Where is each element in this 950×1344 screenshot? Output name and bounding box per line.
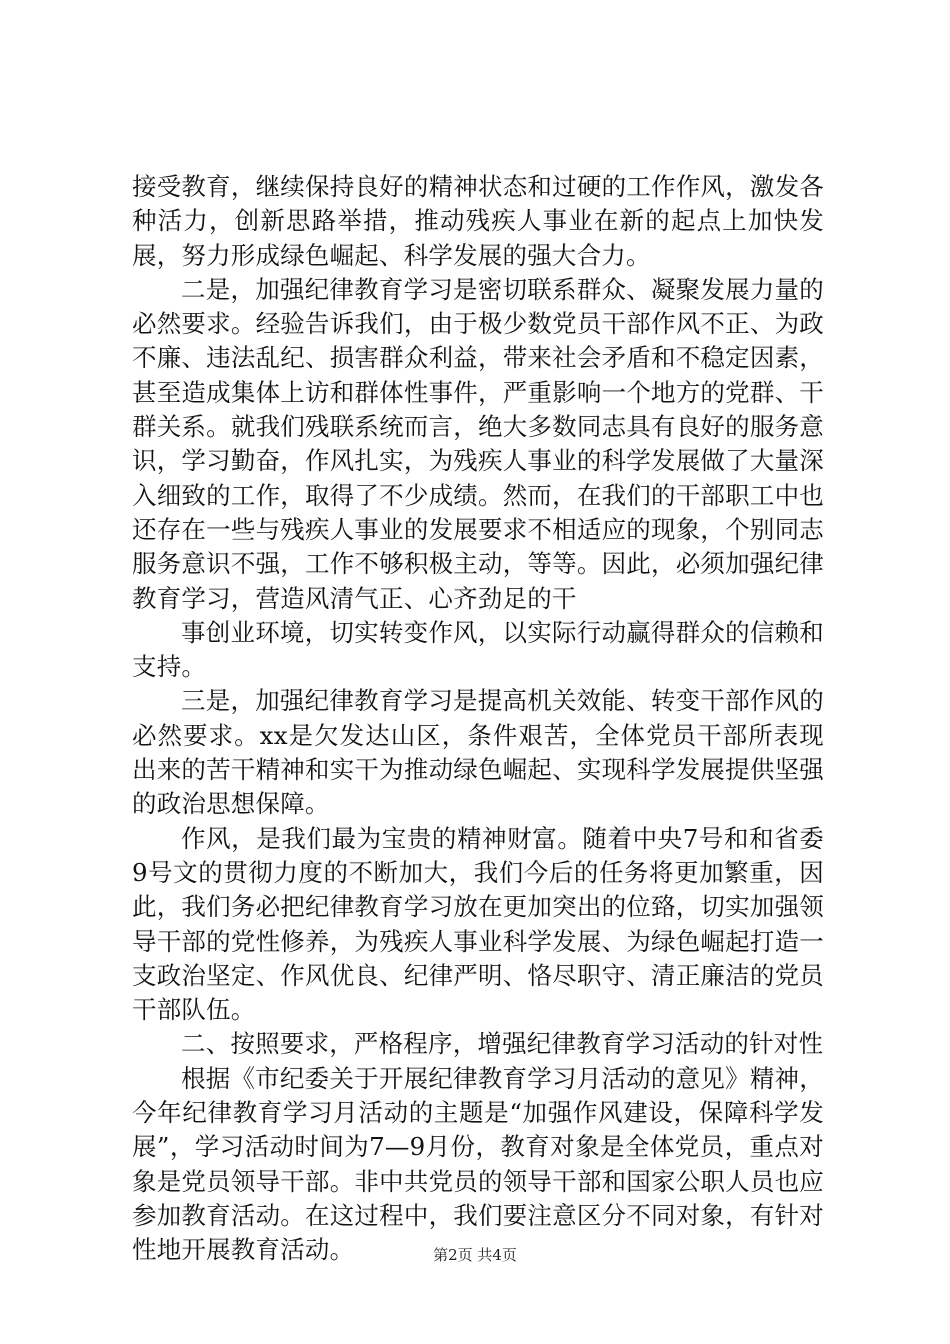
paragraph-3: 事创业环境，切实转变作风，以实际行动赢得群众的信赖和支持。: [132, 617, 824, 682]
document-body: [132, 170, 824, 1268]
paragraph-5: 作风，是我们最为宝贵的精神财富。随着中央7号和和省委9号文的贯彻力度的不断加大，我们今后的任务将更加繁重，因此，我们务必把纪律教育学习放在更加突出的位臵，切实加强领导干部的党性修养，为残疾人事业科学发展、为绿色崛起打造一支政治坚定、作风优良、纪律严明、恪尽职守、清正廉洁的党员干部队伍。: [132, 823, 824, 1025]
paragraph-1: 接受教育，继续保持良好的精神状态和过硬的工作作风，激发各种活力，创新思路举措，推动残疾人事业在新的起点上加快发展，努力形成绿色崛起、科学发展的强大合力。: [132, 172, 824, 270]
page-number-footer: 第2页 共4页: [433, 1246, 517, 1264]
section-heading: 二、按照要求，严格程序，增强纪律教育学习活动的针对性: [181, 1029, 824, 1059]
paragraph-4: 三是，加强纪律教育学习是提高机关效能、转变干部作风的必然要求。xx是欠发达山区，条件艰苦，全体党员干部所表现出来的苦干精神和实干为推动绿色崛起、实现科学发展提供坚强的政治思想保障。: [132, 686, 824, 819]
paragraph-2: 二是，加强纪律教育学习是密切联系群众、凝聚发展力量的必然要求。经验告诉我们，由于极少数党员干部作风不正、为政不廉、违法乱纪、损害群众利益，带来社会矛盾和不稳定因素，甚至造成集体上访和群体性事件，严重影响一个地方的党群、干群关系。就我们残联系统而言，绝大多数同志具有良好的服务意识，学习勤奋，作风扎实，为残疾人事业的科学发展做了大量深入细致的工作，取得了不少成绩。然而，在我们的干部职工中也还存在一些与残疾人事业的发展要求不相适应的现象，个别同志服务意识不强，工作不够积极主动，等等。因此，必须加强纪律教育学习，营造风清气正、心齐劲足的干: [132, 274, 824, 613]
paragraph-7: 根据《市纪委关于开展纪律教育学习月活动的意见》精神，今年纪律教育学习月活动的主题是“加强作风建设，保障科学发展”，学习活动时间为7—9月份，教育对象是全体党员，重点对象是党员领导干部。非中共党员的领导干部和国家公职人员也应参加教育活动。在这过程中，我们要注意区分不同对象，有针对性地开展教育活动。: [132, 1063, 824, 1265]
